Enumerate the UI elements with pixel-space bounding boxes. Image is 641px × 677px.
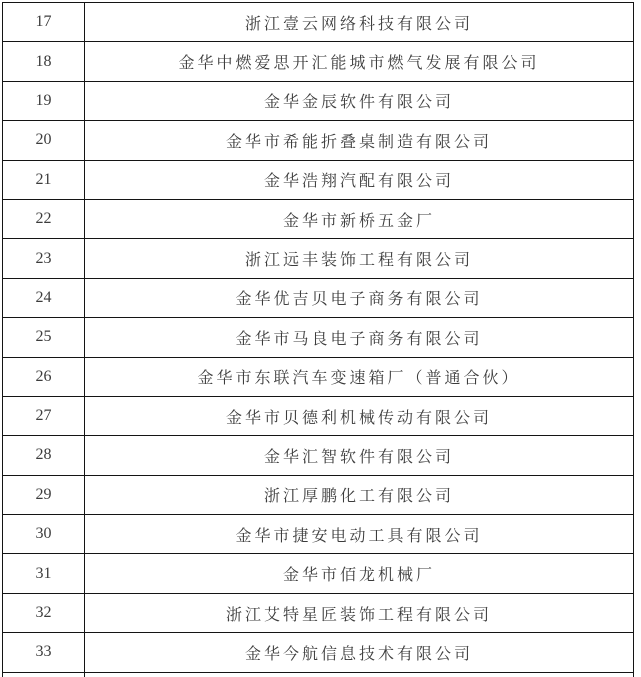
row-number-cell: 22 — [3, 200, 85, 238]
row-number-cell: 27 — [3, 397, 85, 435]
row-number-cell: 21 — [3, 161, 85, 199]
row-number-cell: 18 — [3, 42, 85, 80]
row-number-cell: 24 — [3, 279, 85, 317]
company-name-cell: 金华中燃爱思开汇能城市燃气发展有限公司 — [178, 55, 540, 73]
row-number-cell: 19 — [3, 82, 85, 120]
table-row — [3, 121, 633, 160]
company-name-cell: 金华市马良电子商务有限公司 — [235, 330, 483, 348]
row-number-cell: 20 — [3, 121, 85, 159]
company-name-cell: 金华金辰软件有限公司 — [263, 94, 454, 112]
table-row — [3, 476, 633, 515]
company-name-cell: 金华今航信息技术有限公司 — [244, 645, 473, 663]
row-number-cell: 30 — [3, 515, 85, 553]
company-list-table — [2, 2, 634, 677]
row-number-cell: 17 — [3, 3, 85, 41]
table-row-partial — [3, 673, 633, 677]
row-number-cell: 31 — [3, 554, 85, 592]
table-row — [3, 82, 633, 121]
row-number-cell — [3, 673, 85, 677]
table-row — [3, 436, 633, 475]
row-number-cell: 28 — [3, 436, 85, 474]
table-row — [3, 279, 633, 318]
company-name-cell — [85, 673, 633, 677]
table-row — [3, 554, 633, 593]
table-row — [3, 161, 633, 200]
table-row — [3, 42, 633, 81]
row-number-cell: 29 — [3, 476, 85, 514]
company-name-cell: 金华市贝德利机械传动有限公司 — [225, 409, 492, 427]
company-name-cell: 浙江壹云网络科技有限公司 — [244, 15, 473, 33]
company-name-cell: 金华市新桥五金厂 — [282, 212, 435, 230]
table-row — [3, 358, 633, 397]
table-row — [3, 200, 633, 239]
row-number-cell: 26 — [3, 358, 85, 396]
company-name-cell: 金华浩翔汽配有限公司 — [263, 173, 454, 191]
table-row — [3, 3, 633, 42]
row-number-cell: 23 — [3, 239, 85, 277]
row-number-cell: 32 — [3, 594, 85, 632]
row-number-cell: 33 — [3, 633, 85, 671]
company-name-cell: 金华汇智软件有限公司 — [263, 448, 454, 466]
table-row — [3, 515, 633, 554]
company-name-cell: 金华市希能折叠桌制造有限公司 — [225, 133, 492, 151]
company-name-cell: 金华市佰龙机械厂 — [282, 567, 435, 585]
table-row — [3, 239, 633, 278]
table-row — [3, 318, 633, 357]
company-name-cell: 浙江厚鹏化工有限公司 — [263, 488, 454, 506]
table-row — [3, 397, 633, 436]
company-name-cell: 浙江艾特星匠装饰工程有限公司 — [225, 606, 492, 624]
company-name-cell: 金华市捷安电动工具有限公司 — [235, 527, 483, 545]
company-name-cell: 浙江远丰装饰工程有限公司 — [244, 252, 473, 270]
table-row — [3, 594, 633, 633]
company-name-cell: 金华优吉贝电子商务有限公司 — [235, 291, 483, 309]
table-row — [3, 633, 633, 672]
company-name-cell: 金华市东联汽车变速箱厂（普通合伙） — [197, 370, 521, 388]
row-number-cell: 25 — [3, 318, 85, 356]
